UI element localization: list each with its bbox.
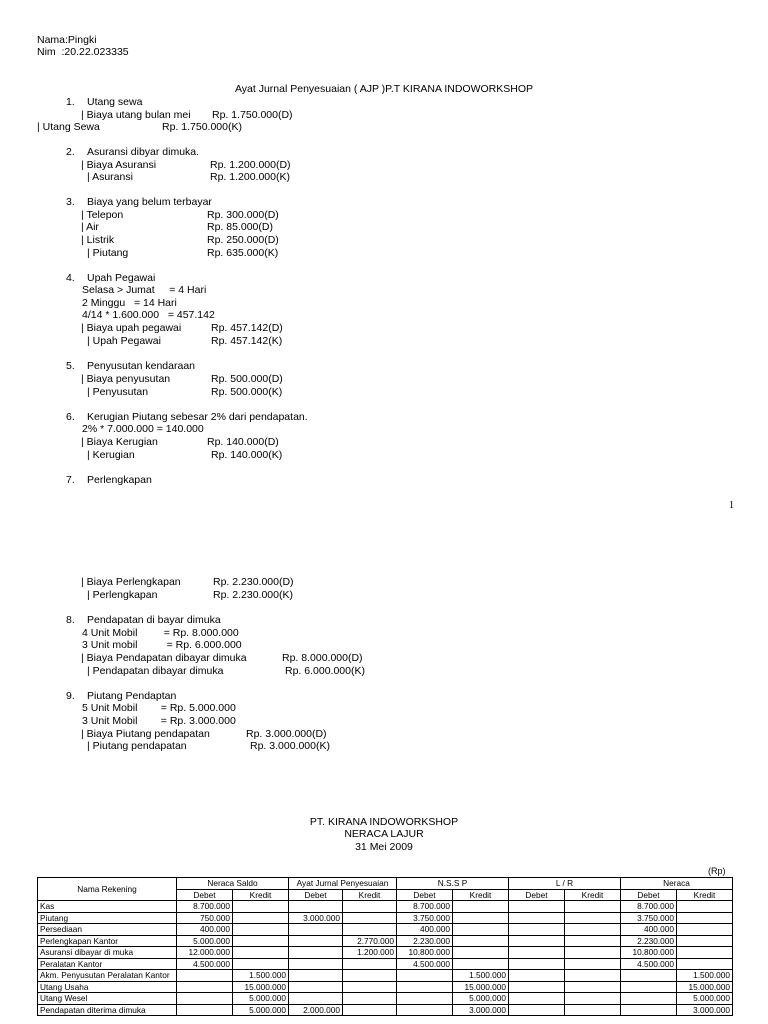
amount-cell: 15.000.000 [677,981,733,993]
amount-cell: 10.800.000 [621,947,677,959]
item-title: Penyusutan kendaraan [87,360,195,372]
entry-amount: Rp. 140.000(K) [211,449,283,461]
item-title: Pendapatan di bayar dimuka [87,614,221,626]
document-title: Ayat Jurnal Penyesuaian ( AJP )P.T KIRANA INDOWORKSHOP [234,83,533,95]
calc-note: 3 Unit mobil = Rp. 6.000.000 [82,639,242,651]
amount-cell [565,1004,621,1016]
amount-cell [453,958,509,970]
column-header: Nama Rekening [38,878,177,901]
amount-cell: 3.000.000 [289,912,343,924]
entry-amount: Rp. 635.000(K) [207,247,279,259]
entry-amount: Rp. 1.750.000(K) [162,121,242,133]
amount-cell: 5.000.000 [177,935,233,947]
amount-cell [621,981,677,993]
amount-cell [621,993,677,1005]
amount-cell: 4.500.000 [397,958,453,970]
table-row [38,947,733,959]
amount-cell [453,935,509,947]
amount-cell: 5.000.000 [453,993,509,1005]
calc-note: 2 Minggu = 14 Hari [82,297,177,309]
amount-cell [343,958,397,970]
amount-cell [565,970,621,982]
neraca-date: 31 Mei 2009 [355,841,413,853]
amount-cell [677,947,733,959]
column-group-header: Neraca [621,878,733,890]
account-name-cell: Peralatan Kantor [38,958,177,970]
amount-cell [677,924,733,936]
amount-cell: 1.200.000 [343,947,397,959]
amount-cell: 2.230.000 [621,935,677,947]
amount-cell: 15.000.000 [233,981,289,993]
amount-cell [289,958,343,970]
column-group-header: Ayat Jurnal Penyesuaian [289,878,397,890]
table-row [38,970,733,982]
amount-cell [509,912,565,924]
calc-note: 5 Unit Mobil = Rp. 5.000.000 [82,702,236,714]
account-name-cell: Perlengkapan Kantor [38,935,177,947]
item-number: 3. [66,196,75,208]
amount-cell [343,924,397,936]
amount-cell: 10.800.000 [397,947,453,959]
amount-cell [509,970,565,982]
amount-cell [509,935,565,947]
item-number: 8. [66,614,75,626]
calc-note: Selasa > Jumat = 4 Hari [82,284,207,296]
amount-cell [177,1004,233,1016]
amount-cell: 4.500.000 [621,958,677,970]
amount-cell [289,935,343,947]
table-row [38,912,733,924]
item-number: 4. [66,272,75,284]
item-number: 6. [66,411,75,423]
item-title: Upah Pegawai [87,272,156,284]
column-header: Kredit [565,889,621,901]
account-name-cell: Akm. Penyusutan Peralatan Kantor [38,970,177,982]
column-header: Debet [177,889,233,901]
item-title: Asuransi dibyar dimuka. [87,146,200,158]
amount-cell: 1.500.000 [677,970,733,982]
amount-cell [233,912,289,924]
amount-cell: 8.700.000 [621,901,677,913]
entry-label: | Biaya upah pegawai [81,322,182,334]
column-group-header: Neraca Saldo [177,878,289,890]
amount-cell: 3.750.000 [621,912,677,924]
item-title: Piutang Pendaptan [87,690,177,702]
amount-cell [677,901,733,913]
amount-cell [565,924,621,936]
entry-amount: Rp. 8.000.000(D) [282,652,363,664]
amount-cell [343,981,397,993]
column-header: Kredit [677,889,733,901]
amount-cell [621,1004,677,1016]
amount-cell [677,912,733,924]
amount-cell [509,924,565,936]
item-number: 7. [66,474,75,486]
table-row [38,993,733,1005]
amount-cell: 3.750.000 [397,912,453,924]
amount-cell [343,993,397,1005]
amount-cell [565,993,621,1005]
column-header: Kredit [343,889,397,901]
amount-cell [177,981,233,993]
currency-label: (Rp) [708,866,726,876]
amount-cell: 8.700.000 [397,901,453,913]
entry-label: | Penyusutan [87,386,149,398]
account-name-cell: Kas [38,901,177,913]
amount-cell [289,993,343,1005]
amount-cell: 3.000.000 [677,1004,733,1016]
entry-label: | Pendapatan dibayar dimuka [87,665,224,677]
amount-cell [289,970,343,982]
amount-cell: 400.000 [397,924,453,936]
amount-cell [509,958,565,970]
amount-cell: 15.000.000 [453,981,509,993]
calc-note: 2% * 7.000.000 = 140.000 [82,423,204,435]
item-title: Biaya yang belum terbayar [87,196,212,208]
entry-amount: Rp. 500.000(D) [211,373,283,385]
entry-amount: Rp. 2.230.000(D) [213,576,294,588]
entry-label: | Telepon [81,209,124,221]
entry-amount: Rp. 6.000.000(K) [285,665,365,677]
amount-cell: 2.770.000 [343,935,397,947]
amount-cell: 8.700.000 [177,901,233,913]
calc-note: 4/14 * 1.600.000 = 457.142 [82,309,215,321]
entry-label: | Biaya penyusutan [81,373,171,385]
amount-cell [453,947,509,959]
amount-cell [453,901,509,913]
table-header-row [38,878,733,890]
account-name-cell: Asuransi dibayar di muka [38,947,177,959]
column-header: Debet [621,889,677,901]
amount-cell [397,981,453,993]
entry-label: | Utang Sewa [37,121,100,133]
amount-cell [397,1004,453,1016]
amount-cell [397,970,453,982]
amount-cell [509,947,565,959]
amount-cell [343,1004,397,1016]
amount-cell [509,901,565,913]
amount-cell [677,958,733,970]
entry-label: | Perlengkapan [87,589,158,601]
table-row [38,935,733,947]
column-header: Debet [509,889,565,901]
item-number: 1. [66,96,75,108]
entry-label: | Asuransi [87,171,133,183]
amount-cell [233,924,289,936]
entry-label: | Biaya Asuransi [81,159,157,171]
entry-label: | Listrik [81,234,115,246]
amount-cell: 2.230.000 [397,935,453,947]
entry-amount: Rp. 1.200.000(K) [210,171,290,183]
entry-label: | Piutang [87,247,129,259]
account-name-cell: Utang Wesel [38,993,177,1005]
amount-cell [453,912,509,924]
amount-cell [397,993,453,1005]
entry-label: | Kerugian [87,449,135,461]
table-row [38,1004,733,1016]
item-title: Kerugian Piutang sebesar 2% dari pendapatan. [87,411,308,423]
amount-cell [233,935,289,947]
page-number: 1 [729,500,734,511]
entry-amount: Rp. 1.750.000(D) [212,109,293,121]
item-title: Utang sewa [87,96,143,108]
item-number: 2. [66,146,75,158]
amount-cell: 750.000 [177,912,233,924]
amount-cell [677,935,733,947]
column-header: Debet [289,889,343,901]
calc-note: 4 Unit Mobil = Rp. 8.000.000 [82,627,239,639]
amount-cell [565,901,621,913]
entry-amount: Rp. 2.230.000(K) [213,589,293,601]
student-nim: Nim :20.22.023335 [37,46,129,58]
amount-cell: 1.500.000 [453,970,509,982]
amount-cell: 5.000.000 [233,993,289,1005]
column-header: Debet [397,889,453,901]
entry-amount: Rp. 3.000.000(D) [246,728,327,740]
entry-label: | Biaya utang bulan mei [81,109,191,121]
column-header: Kredit [453,889,509,901]
amount-cell [177,970,233,982]
amount-cell [343,912,397,924]
entry-amount: Rp. 457.142(D) [211,322,283,334]
amount-cell [289,981,343,993]
amount-cell: 5.000.000 [677,993,733,1005]
table-row [38,958,733,970]
amount-cell: 4.500.000 [177,958,233,970]
table-row [38,924,733,936]
neraca-title: NERACA LAJUR [344,828,424,840]
amount-cell [565,947,621,959]
neraca-lajur-table [37,877,733,1016]
item-number: 9. [66,690,75,702]
amount-cell [509,981,565,993]
amount-cell [343,901,397,913]
amount-cell: 5.000.000 [233,1004,289,1016]
item-number: 5. [66,360,75,372]
table-row [38,981,733,993]
amount-cell [233,947,289,959]
amount-cell [621,970,677,982]
amount-cell: 3.000.000 [453,1004,509,1016]
account-name-cell: Piutang [38,912,177,924]
column-header: Kredit [233,889,289,901]
amount-cell [509,993,565,1005]
student-name: Nama:Pingki [37,34,97,46]
calc-note: 3 Unit Mobil = Rp. 3.000.000 [82,715,236,727]
neraca-company: PT. KIRANA INDOWORKSHOP [309,816,459,828]
amount-cell [453,924,509,936]
entry-amount: Rp. 457.142(K) [211,335,283,347]
amount-cell: 400.000 [177,924,233,936]
entry-amount: Rp. 3.000.000(K) [250,740,330,752]
amount-cell [233,901,289,913]
account-name-cell: Persediaan [38,924,177,936]
entry-label: | Upah Pegawai [87,335,161,347]
entry-amount: Rp. 250.000(D) [207,234,279,246]
amount-cell [565,981,621,993]
amount-cell [289,924,343,936]
entry-label: | Biaya Pendapatan dibayar dimuka [81,652,247,664]
amount-cell [343,970,397,982]
column-group-header: L / R [509,878,621,890]
amount-cell: 400.000 [621,924,677,936]
entry-label: | Piutang pendapatan [87,740,187,752]
amount-cell [289,901,343,913]
entry-label: | Biaya Perlengkapan [81,576,181,588]
entry-label: | Biaya Piutang pendapatan [81,728,210,740]
entry-label: | Air [81,221,99,233]
entry-label: | Biaya Kerugian [81,436,158,448]
entry-amount: Rp. 1.200.000(D) [210,159,291,171]
amount-cell: 2.000.000 [289,1004,343,1016]
amount-cell: 1.500.000 [233,970,289,982]
item-title: Perlengkapan [87,474,152,486]
amount-cell [177,993,233,1005]
amount-cell [509,1004,565,1016]
amount-cell: 12.000.000 [177,947,233,959]
amount-cell [565,912,621,924]
entry-amount: Rp. 300.000(D) [207,209,279,221]
amount-cell [565,958,621,970]
amount-cell [289,947,343,959]
amount-cell [233,958,289,970]
amount-cell [565,935,621,947]
table-row [38,901,733,913]
account-name-cell: Pendapatan diterima dimuka [38,1004,177,1016]
account-name-cell: Utang Usaha [38,981,177,993]
column-group-header: N.S.S P [397,878,509,890]
entry-amount: Rp. 500.000(K) [211,386,283,398]
entry-amount: Rp. 140.000(D) [207,436,279,448]
entry-amount: Rp. 85.000(D) [207,221,273,233]
